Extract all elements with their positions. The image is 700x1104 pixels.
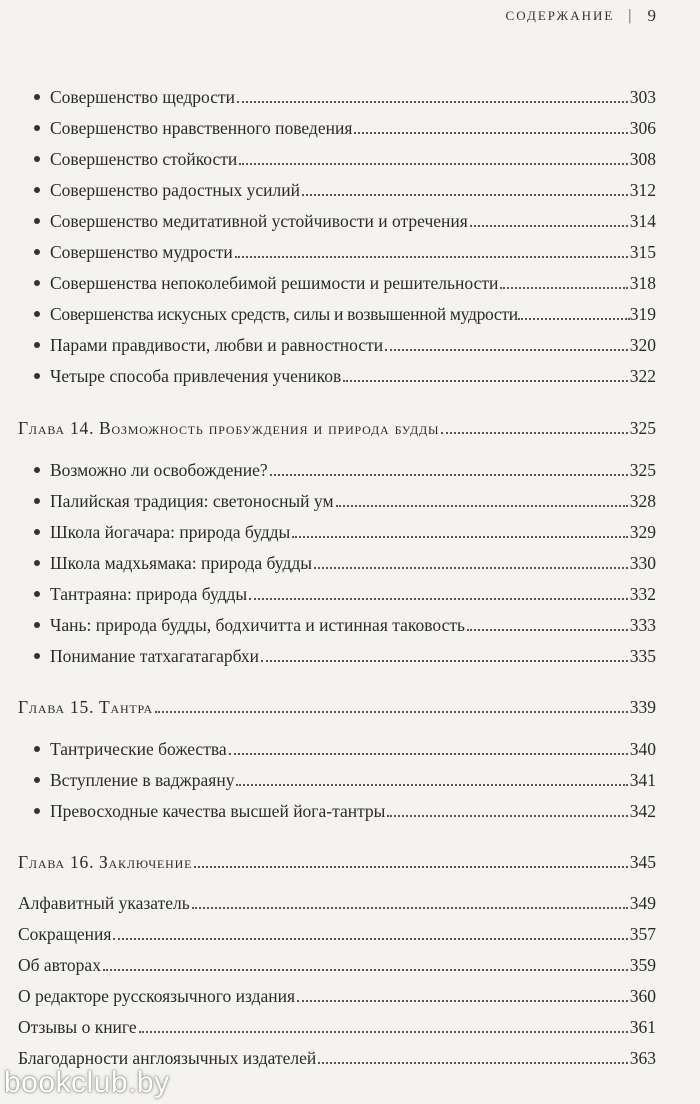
chapter-label: Тантра (98, 696, 153, 717)
toc-entry[interactable] (0, 173, 700, 203)
dot-leader (518, 318, 630, 320)
dot-leader (336, 505, 628, 507)
dot-leader (467, 629, 628, 631)
toc-entry[interactable] (0, 359, 700, 389)
dot-leader (113, 938, 627, 940)
toc-entry-label: Совершенство стойкости (50, 148, 238, 169)
dot-leader (302, 194, 628, 196)
bullet-icon (34, 280, 40, 286)
dot-leader (354, 132, 627, 134)
toc-entry[interactable] (0, 515, 700, 545)
toc-entry-page: 308 (629, 148, 656, 169)
toc-entry-page: 312 (629, 179, 656, 200)
chapter-prefix: Глава 14. (18, 417, 95, 438)
bullet-icon (34, 249, 40, 255)
toc-entry[interactable] (0, 142, 700, 172)
toc-entry[interactable] (0, 204, 700, 234)
dot-leader (314, 567, 628, 569)
bullet-icon (34, 94, 40, 100)
toc-entry-label: Чань: природа будды, бодхичитта и истинная таковость (50, 614, 465, 635)
toc-entry-page: 342 (629, 800, 656, 821)
toc-entry[interactable] (0, 948, 700, 978)
dot-leader (261, 660, 628, 662)
dot-leader (237, 101, 628, 103)
toc-entry-page: 340 (629, 738, 656, 759)
toc-entry[interactable] (0, 886, 700, 916)
bullet-icon (34, 342, 40, 348)
toc-chapter[interactable] (0, 411, 700, 441)
toc-entry-page: 359 (629, 954, 656, 975)
bullet-icon (34, 653, 40, 659)
chapter-page: 339 (629, 696, 656, 717)
toc-entry[interactable] (0, 484, 700, 514)
dot-leader (385, 349, 628, 351)
toc-entry[interactable] (0, 1010, 700, 1040)
dot-leader (292, 536, 627, 538)
toc-entry-page: 314 (629, 210, 656, 231)
toc-chapter[interactable] (0, 845, 700, 875)
dot-leader (297, 1000, 628, 1002)
bullet-icon (34, 125, 40, 131)
toc-entry-label: Тантраяна: природа будды (50, 583, 248, 604)
toc-entry-label: Совершенства искусных средств, силы и возвышенной мудрости (50, 303, 518, 324)
bullet-icon (34, 373, 40, 379)
toc-entry-page: 341 (629, 769, 656, 790)
toc-entry[interactable] (0, 546, 700, 576)
toc-entry-label: Тантрические божества (50, 738, 227, 759)
toc-entry-page: 306 (629, 117, 656, 138)
toc-entry[interactable] (0, 297, 700, 327)
bullet-icon (34, 777, 40, 783)
dot-leader (387, 815, 627, 817)
toc-entry-label: Вступление в ваджраяну (50, 769, 235, 790)
toc-entry-label: Парами правдивости, любви и равностности (50, 334, 384, 355)
bullet-icon (34, 218, 40, 224)
dot-leader (229, 753, 628, 755)
dot-leader (192, 907, 628, 909)
dot-leader (155, 711, 628, 713)
toc-entry-page: 349 (629, 892, 656, 913)
toc-entry[interactable] (0, 608, 700, 638)
chapter-title (18, 851, 193, 876)
dot-leader (318, 1062, 628, 1064)
bullet-icon (34, 560, 40, 566)
bullet-icon (34, 591, 40, 597)
toc-entry-label: Об авторах (18, 954, 101, 975)
bullet-icon (34, 187, 40, 193)
toc-entry[interactable] (0, 235, 700, 265)
chapter-label: Заключение (98, 851, 193, 872)
toc-entry-page: 361 (629, 1016, 656, 1037)
dot-leader (139, 1031, 628, 1033)
toc-entry-page: 335 (629, 645, 656, 666)
toc-entry-page: 303 (629, 86, 656, 107)
toc-entry[interactable] (0, 917, 700, 947)
toc-entry[interactable] (0, 453, 700, 483)
chapter-prefix: Глава 16. (18, 851, 95, 872)
page-number: 9 (647, 6, 656, 25)
toc-entry-label: Алфавитный указатель (18, 892, 190, 913)
dot-leader (236, 784, 627, 786)
toc-entry-label: Палийская традиция: светоносный ум (50, 490, 334, 511)
toc-entry-label: Школа мадхьямака: природа будды (50, 552, 313, 573)
toc-entry-label: Совершенство мудрости (50, 241, 233, 262)
bullet-icon (34, 467, 40, 473)
watermark: bookclub.by (4, 1066, 170, 1099)
dot-leader (249, 598, 628, 600)
toc-entry[interactable] (0, 266, 700, 296)
bullet-icon (34, 498, 40, 504)
toc-entry-label: Школа йогачара: природа будды (50, 521, 291, 542)
dot-leader (500, 287, 627, 289)
toc-entry-label: Превосходные качества высшей йога-тантры (50, 800, 386, 821)
toc-entry-label: Благодарности англоязычных издателей (18, 1047, 317, 1068)
toc-entry[interactable] (0, 328, 700, 358)
toc-entry[interactable] (0, 794, 700, 824)
bullet-icon (34, 746, 40, 752)
dot-leader (441, 432, 628, 434)
bullet-icon (34, 529, 40, 535)
toc-chapter[interactable] (0, 690, 700, 720)
toc-entry-label: Понимание татхагатагарбхи (50, 645, 259, 666)
toc-entry-page: 330 (629, 552, 656, 573)
bullet-icon (34, 808, 40, 814)
toc-entry-page: 328 (629, 490, 656, 511)
toc-entry-page: 325 (629, 459, 656, 480)
chapter-label: Возможность пробуждения и природа будды (98, 417, 440, 438)
toc-entry-page: 315 (629, 241, 656, 262)
dot-leader (103, 969, 628, 971)
toc-entry-page: 357 (629, 923, 656, 944)
toc-entry-page: 329 (629, 521, 656, 542)
toc-entry-label: Возможно ли освобождение? (50, 459, 268, 480)
header-separator: | (628, 7, 634, 24)
toc-entry-page: 363 (629, 1047, 656, 1068)
dot-leader (194, 866, 628, 868)
bullet-icon (34, 311, 40, 317)
toc-entry-page: 322 (629, 365, 656, 386)
toc-entry[interactable] (0, 111, 700, 141)
toc-entry-label: Отзывы о книге (18, 1016, 137, 1037)
chapter-page: 345 (629, 851, 656, 872)
dot-leader (270, 474, 628, 476)
toc-entry-page: 332 (629, 583, 656, 604)
bullet-icon (34, 156, 40, 162)
toc-entry-page: 333 (629, 614, 656, 635)
section-title: СОДЕРЖАНИЕ (505, 8, 615, 23)
chapter-title (18, 417, 440, 442)
toc-entry-page: 360 (629, 985, 656, 1006)
toc-entry[interactable] (0, 763, 700, 793)
running-head (506, 6, 656, 26)
toc-entry-label: О редакторе русскоязычного издания (18, 985, 296, 1006)
toc-entry-label: Совершенства непоколебимой решимости и решительности (50, 272, 499, 293)
dot-leader (343, 380, 627, 382)
chapter-page: 325 (629, 417, 656, 438)
toc-entry-label: Совершенство щедрости (50, 86, 236, 107)
toc-entry[interactable] (0, 732, 700, 762)
chapter-title (18, 696, 153, 721)
toc-entry[interactable] (0, 577, 700, 607)
dot-leader (239, 163, 627, 165)
toc-entry-label: Совершенство нравственного поведения (50, 117, 353, 138)
toc-entry[interactable] (0, 80, 700, 110)
toc-entry[interactable] (0, 639, 700, 669)
toc-entry-page: 318 (629, 272, 656, 293)
dot-leader (235, 256, 628, 258)
chapter-prefix: Глава 15. (18, 696, 95, 717)
toc-entry[interactable] (0, 979, 700, 1009)
toc-entry-label: Совершенство радостных усилий (50, 179, 301, 200)
toc-entry-label: Совершенство медитативной устойчивости и отречения (50, 210, 468, 231)
toc-entry-page: 319 (629, 303, 656, 324)
dot-leader (470, 225, 628, 227)
toc-entry-label: Четыре способа привлечения учеников (50, 365, 342, 386)
bullet-icon (34, 622, 40, 628)
toc-entry-page: 320 (629, 334, 656, 355)
toc-entry-label: Сокращения (18, 923, 112, 944)
